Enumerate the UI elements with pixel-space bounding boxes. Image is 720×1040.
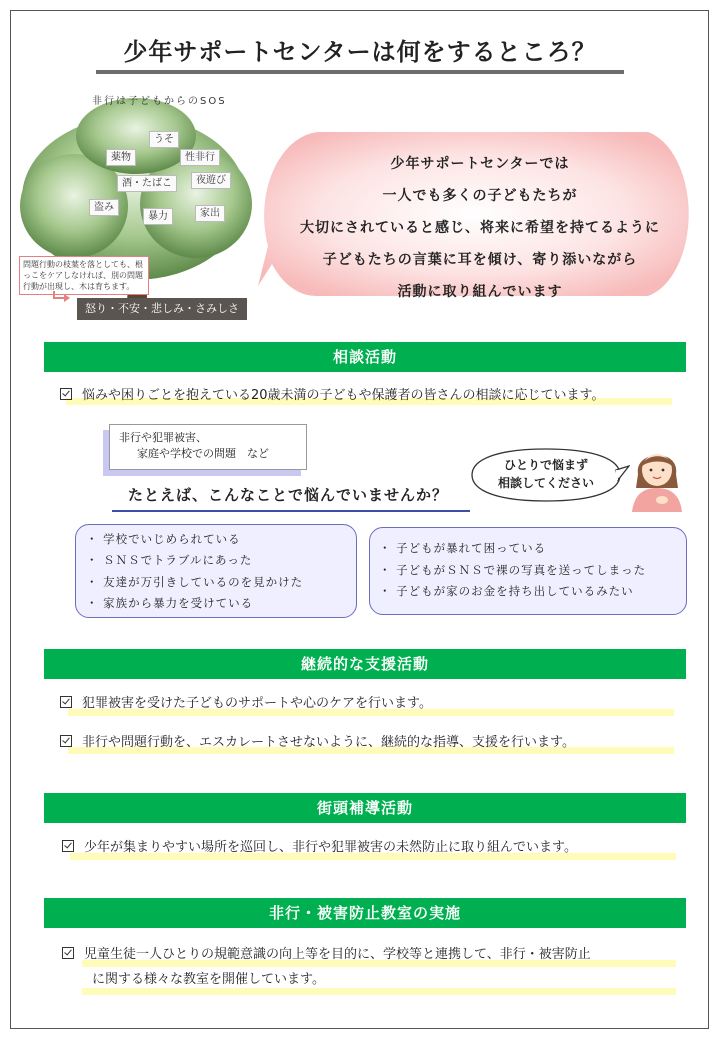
- section-support-title: 継続的な支援活動: [44, 649, 686, 679]
- support-item-2: [60, 733, 575, 753]
- speech-line-2: 相談してください: [497, 476, 594, 490]
- parent-worry-2: ・ 子どもがＳＮＳで裸の写真を送ってしまった: [379, 563, 647, 577]
- intro-text: [258, 148, 702, 308]
- intro-line-3: 大切にされていると感じ、将来に希望を持てるように: [300, 220, 660, 236]
- section-class-title: 非行・被害防止教室の実施: [44, 898, 686, 928]
- intro-line-1: 少年サポートセンターでは: [390, 156, 570, 172]
- class-item-continued: [92, 970, 325, 990]
- note-arrow-icon: [52, 291, 72, 305]
- intro-line-4: 子どもたちの言葉に耳を傾け、寄り添いながら: [322, 252, 638, 268]
- speech-text: [476, 456, 616, 492]
- class-item: [62, 945, 591, 965]
- checkbox-icon: [60, 735, 72, 747]
- street-item-text: 少年が集まりやすい場所を巡回し、非行や犯罪被害の未然防止に取り組んでいます。: [84, 840, 577, 855]
- example-line-2: 家庭や学校での問題 など: [137, 447, 269, 460]
- checkbox-icon: [62, 947, 74, 959]
- checkbox-icon: [62, 840, 74, 852]
- example-text: [119, 430, 269, 462]
- class-item-line-2: に関する様々な教室を開催しています。: [92, 972, 325, 987]
- question-heading: たとえば、こんなことで悩んでいませんか？: [128, 486, 449, 504]
- checkbox-icon: [60, 696, 72, 708]
- consult-item-text: 悩みや困りごとを抱えている20歳未満の子どもや保護者の皆さんの相談に応じています。: [82, 388, 605, 403]
- checkbox-icon: [60, 388, 72, 400]
- support-item-2-text: 非行や問題行動を、エスカレートさせないように、継続的な指導、支援を行います。: [82, 735, 575, 750]
- page-title-block: [96, 34, 624, 76]
- parent-worry-1: ・ 子どもが暴れて困っている: [379, 541, 547, 555]
- tree-word-alcohol-tobacco: 酒・たばこ: [117, 175, 177, 192]
- tree-word-theft: 盗み: [89, 199, 119, 216]
- counselor-girl-icon: [626, 440, 688, 512]
- support-item-1: [60, 694, 432, 714]
- page-title: 少年サポートセンターは何をするところ？: [123, 38, 597, 66]
- tree-word-late-night: 夜遊び: [191, 172, 231, 189]
- tree-root-label: 怒り・不安・悲しみ・さみしさ: [77, 298, 247, 320]
- intro-line-2: 一人でも多くの子どもたちが: [382, 188, 578, 204]
- child-worry-4: ・ 家族から暴力を受けている: [86, 596, 254, 610]
- tree-word-lie: うそ: [149, 131, 179, 148]
- tree-word-runaway: 家出: [195, 205, 225, 222]
- child-worry-3: ・ 友達が万引きしているのを見かけた: [86, 575, 304, 589]
- tree-note: 問題行動の枝葉を落としても、根っこをケアしなければ、別の問題行動が出現し、木は育ちます。: [19, 256, 149, 295]
- question-underline: [112, 510, 470, 512]
- tree-caption: 非行は子どもからのSOS: [92, 96, 227, 107]
- street-item: [62, 838, 577, 858]
- child-worry-1: ・ 学校でいじめられている: [86, 532, 241, 546]
- section-street-title: 街頭補導活動: [44, 793, 686, 823]
- support-item-1-text: 犯罪被害を受けた子どものサポートや心のケアを行います。: [82, 696, 432, 711]
- tree-word-drugs: 薬物: [106, 149, 136, 166]
- speech-line-1: ひとりで悩まず: [503, 458, 588, 472]
- child-worry-2: ・ ＳＮＳでトラブルにあった: [86, 553, 253, 567]
- example-line-1: 非行や犯罪被害、: [119, 431, 207, 444]
- intro-line-5: 活動に取り組んでいます: [397, 284, 563, 300]
- tree-word-violence: 暴力: [143, 208, 173, 225]
- title-underline: [96, 70, 624, 74]
- tree-word-sexual-delinquency: 性非行: [180, 149, 220, 166]
- consult-item: [60, 386, 605, 406]
- class-item-line-1: 児童生徒一人ひとりの規範意識の向上等を目的に、学校等と連携して、非行・被害防止: [84, 947, 591, 962]
- section-consult-title: 相談活動: [44, 342, 686, 372]
- parent-worry-3: ・ 子どもが家のお金を持ち出しているみたい: [379, 584, 634, 598]
